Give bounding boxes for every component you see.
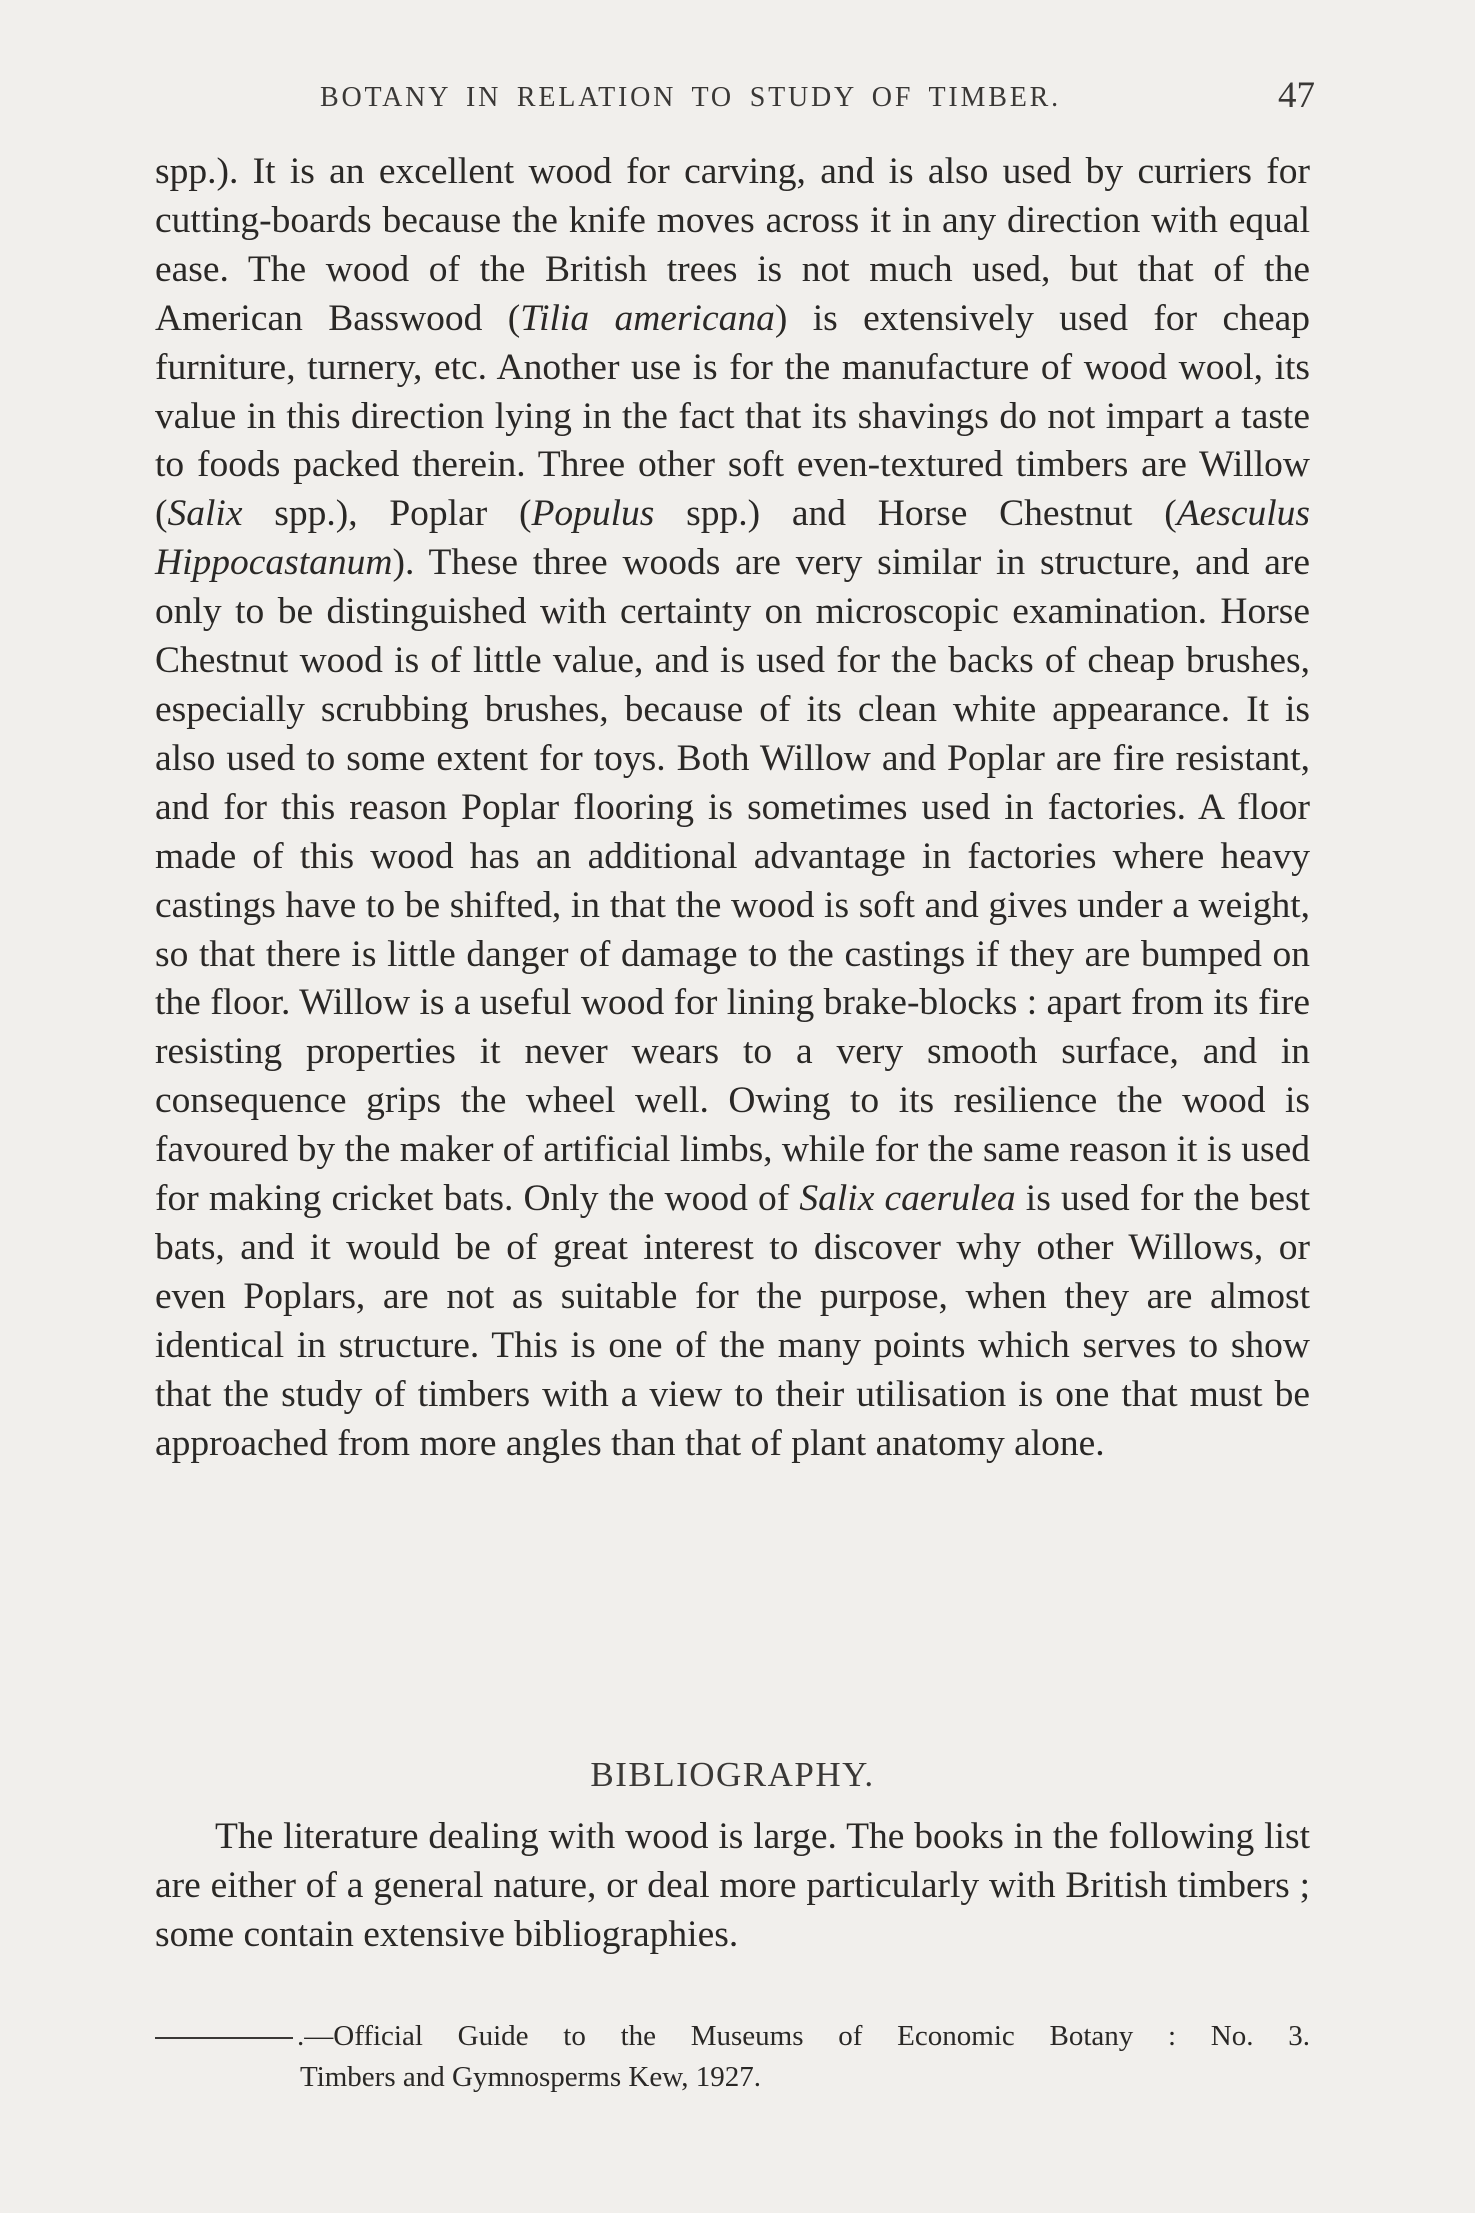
italic-term-tilia-americana: Tilia americana [520, 297, 775, 339]
ditto-rule [155, 2037, 293, 2039]
italic-term-salix: Salix [167, 493, 243, 535]
body-text-run: ) is extensively used for cheap furniture, turnery, etc. Another use is for the manufacture of wood wool, its value in this direction lying in the fact that its shavings do not impart a taste to foods packed therein. Three other soft even-textured timbers are Willow ( [155, 297, 1310, 535]
bibliography-entry-text: .—Official Guide to the Museums of Economic Botany : No. 3. [297, 2020, 1310, 2052]
running-title: BOTANY IN RELATION TO STUDY OF TIMBER. [320, 82, 1061, 113]
bibliography-intro: The literature dealing with wood is large. The books in the following list are either of a general nature, or deal more particularly with British timbers ; some contain extensive bibliographies. [155, 1816, 1310, 1955]
page-number: 47 [1278, 75, 1315, 116]
bibliography-entry [155, 2016, 1310, 2098]
body-paragraph [155, 148, 1310, 1468]
italic-term-salix-caerulea: Salix caerulea [799, 1178, 1016, 1220]
body-text-run: spp.). It is an excellent wood for carving, and is also used by curriers for cutting-boards because the knife moves across it in any direction with equal ease. The wood of the British trees is not much used, but that of the American Basswood ( [155, 151, 1310, 339]
body-text-run: ). These three woods are very similar in structure, and are only to be distinguished with certainty on microscopic examination. Horse Chestnut wood is of little value, and is used for the backs of cheap brushes, especially scrubbing brushes, because of its clean white appearance. It is also used to some extent for toys. Both Willow and Poplar are fire resistant, and for this reason Poplar flooring is sometimes used in factories. A floor made of this wood has an additional advantage in factories where heavy castings have to be shifted, in that the wood is soft and gives under a weight, so that there is little danger of damage to the castings if they are bumped on the floor. Willow is a useful wood for lining brake-blocks : apart from its fire resisting properties it never wears to a very smooth surface, and in consequence grips the wheel well. Owing to its resilience the wood is favoured by the maker of artificial limbs, while for the same reason it is used for making cricket bats. Only the wood of [155, 542, 1310, 1220]
italic-term-aesculus-hippocastanum: Aesculus Hippocastanum [155, 493, 1310, 584]
body-text-run: is used for the best bats, and it would be of great interest to discover why other Willows, or even Poplars, are not as suitable for the purpose, when they are almost identical in structure. This is one of the many points which serves to show that the study of timbers with a view to their utilisation is one that must be approached from more angles than that of plant anatomy alone. [155, 1178, 1310, 1464]
bibliography-entry-line-1 [155, 2016, 1310, 2057]
bibliography-entry-line-2: Timbers and Gymnosperms Kew, 1927. [300, 2061, 762, 2093]
running-head [155, 72, 1315, 122]
italic-term-populus: Populus [531, 493, 655, 535]
body-text-run: spp.), Poplar ( [242, 493, 532, 535]
body-text-run: spp.) and Horse Chestnut ( [654, 493, 1177, 535]
bibliography-heading: BIBLIOGRAPHY. [590, 1755, 875, 1794]
